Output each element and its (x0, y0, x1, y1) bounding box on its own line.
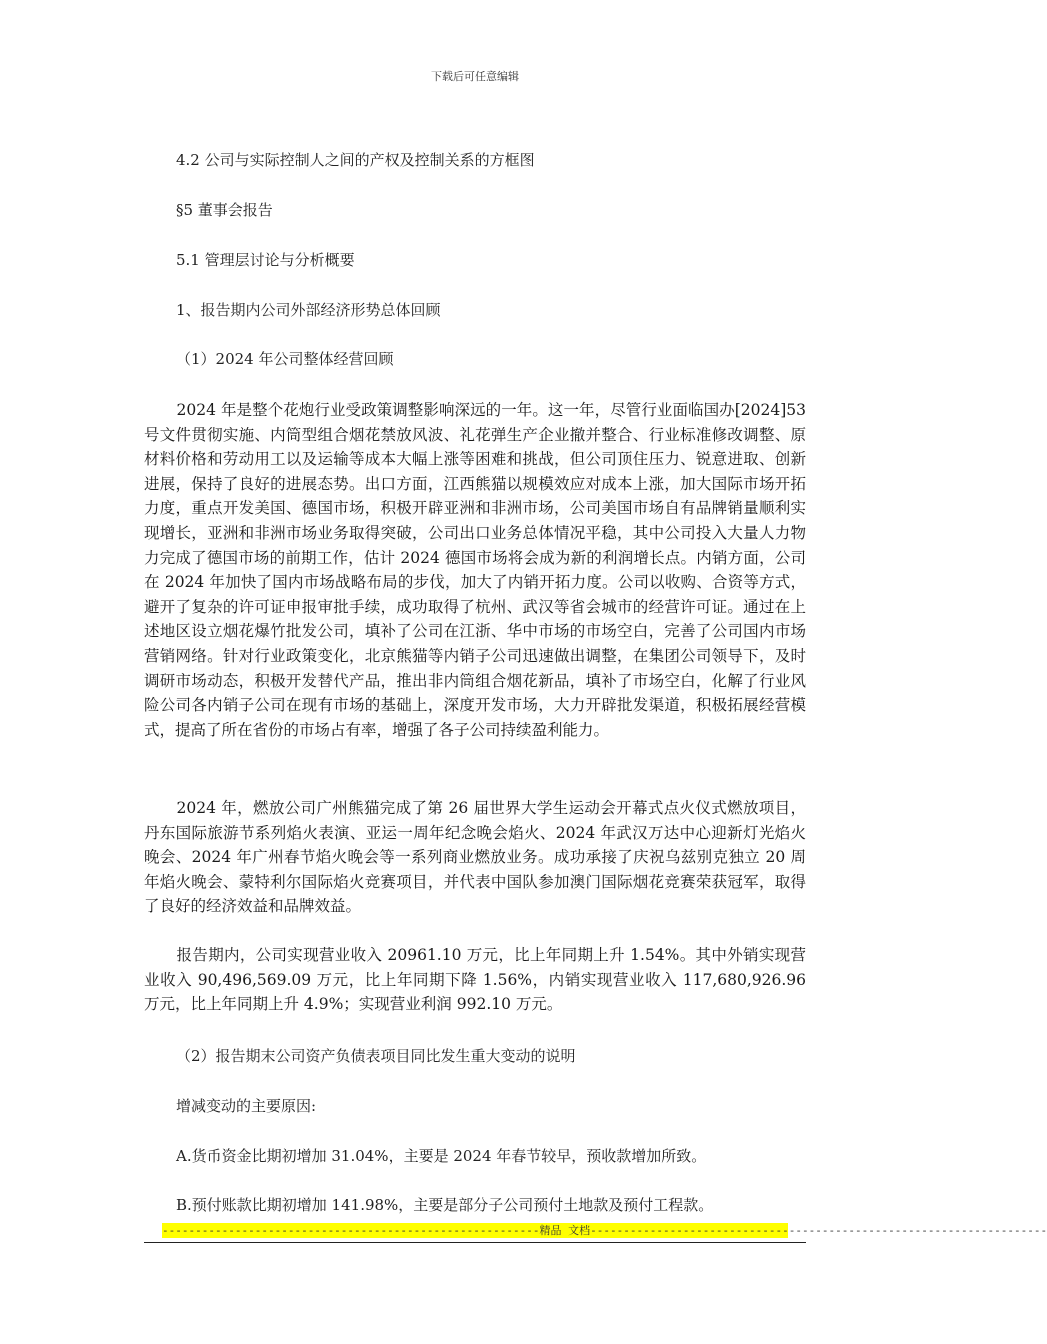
subheading-1-2: （2）报告期末公司资产负债表项目同比发生重大变动的说明 (176, 1047, 576, 1065)
subheading-1: 1、报告期内公司外部经济形势总体回顾 (176, 301, 441, 319)
footer-banner: ---------------------------------------------------------精品 文档--------------------------------------------------------------------- (162, 1224, 1047, 1237)
footer-divider (144, 1242, 806, 1243)
paragraph-revenue-summary: 报告期内，公司实现营业收入 20961.10 万元，比上年同期上升 1.54%。其中外销实现营业收入 90,496,569.09 万元，比上年同期下降 1.56%，内销实现营业收入 117,680,926.96 万元，比上年同期上升 4.9%；实现营业利润 992.10 万元。 (144, 946, 806, 1014)
paragraph-display-projects: 2024 年，燃放公司广州熊猫完成了第 26 届世界大学生运动会开幕式点火仪式燃放项目，丹东国际旅游节系列焰火表演、亚运一周年纪念晚会焰火、2024 年武汉万达中心迎新灯光焰火晚会、2024 年广州春节焰火晚会等一系列商业燃放业务。成功承接了庆祝乌兹别克独立 20 周年焰火晚会、蒙特利尔国际焰火竞赛项目，并代表中国队参加澳门国际烟花竞赛荣获冠军，取得了良好的经济效益和品牌效益。 (144, 799, 806, 916)
paragraph-operations-review: 2024 年是整个花炮行业受政策调整影响深远的一年。这一年，尽管行业面临国办[2024]53 号文件贯彻实施、内筒型组合烟花禁放风波、礼花弹生产企业撤并整合、行业标准修改调整、原材料价格和劳动用工以及运输等成本大幅上涨等困难和挑战，但公司顶住压力、锐意进取、创新进展，保持了良好的进展态势。出口方面，江西熊猫以规模效应对成本上涨，加大国际市场开拓力度，重点开发美国、德国市场，积极开辟亚洲和非洲市场，公司美国市场自有品牌销量顺利实现增长，亚洲和非洲市场业务取得突破，公司出口业务总体情况平稳，其中公司投入大量人力物力完成了德国市场的前期工作，估计 2024 德国市场将会成为新的利润增长点。内销方面，公司在 2024 年加快了国内市场战略布局的步伐，加大了内销开拓力度。公司以收购、合资等方式，避开了复杂的许可证申报审批手续，成功取得了杭州、武汉等省会城市的经营许可证。通过在上述地区设立烟花爆竹批发公司，填补了公司在江浙、华中市场的市场空白，完善了公司国内市场营销网络。针对行业政策变化，北京熊猫等内销子公司迅速做出调整，在集团公司领导下，及时调研市场动态，积极开发替代产品，推出非内筒组合烟花新品，填补了市场空白，化解了行业风险公司各内销子公司在现有市场的基础上，深度开发市场，大力开辟批发渠道，积极拓展经营模式，提高了所在省份的市场占有率，增强了各子公司持续盈利能力。 (144, 401, 806, 739)
section-heading-5-1: 5.1 管理层讨论与分析概要 (176, 251, 355, 269)
reason-item-a: A.货币资金比期初增加 31.04%，主要是 2024 年春节较早，预收款增加所致。 (176, 1147, 707, 1165)
section-heading-4-2: 4.2 公司与实际控制人之间的产权及控制关系的方框图 (176, 151, 535, 169)
header-note: 下载后可任意编辑 (431, 70, 519, 83)
section-heading-5: §5 董事会报告 (176, 201, 273, 219)
reasons-heading: 增减变动的主要原因: (176, 1097, 317, 1115)
reason-item-b: B.预付账款比期初增加 141.98%，主要是部分子公司预付土地款及预付工程款。 (176, 1196, 714, 1214)
subheading-1-1: （1）2024 年公司整体经营回顾 (176, 350, 394, 368)
